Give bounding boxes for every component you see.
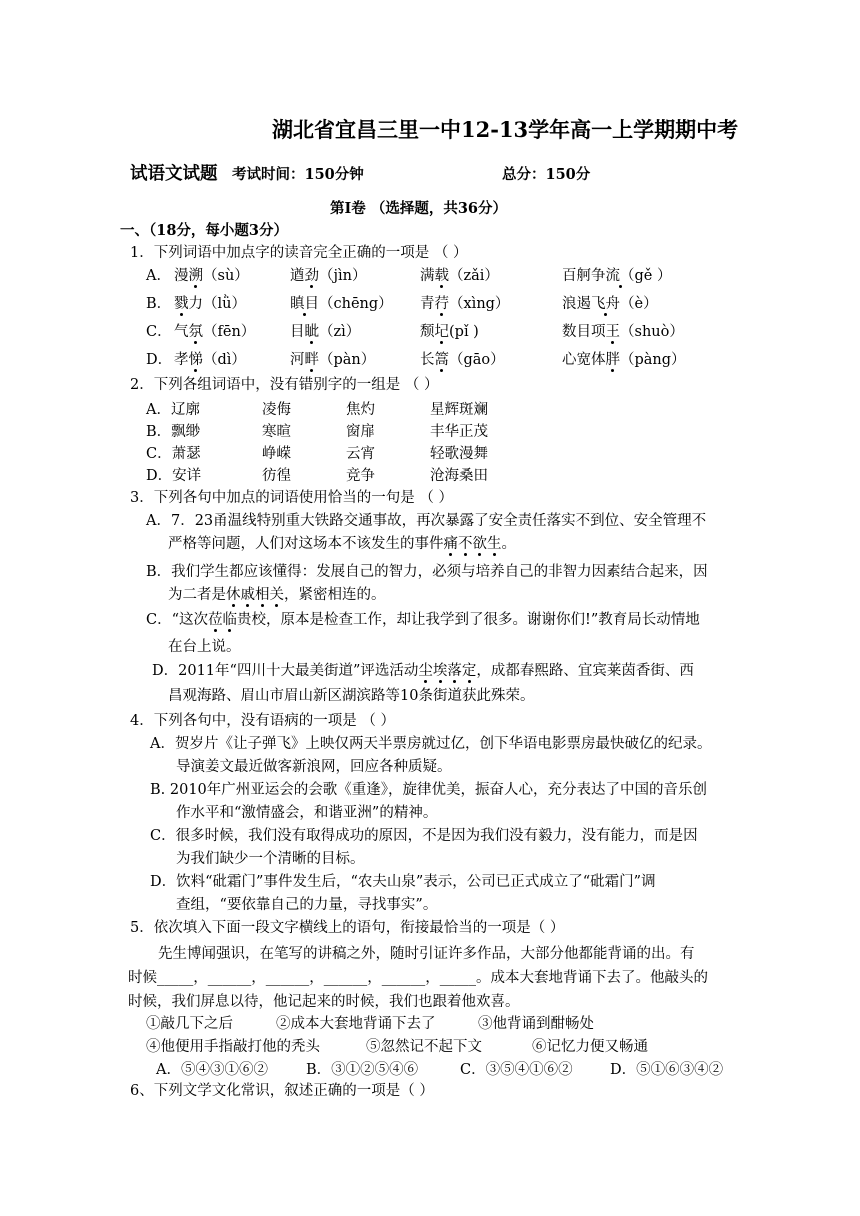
pinyin: 舟（è） (605, 296, 658, 312)
pinyin: 力（lǜ） (188, 296, 246, 312)
q5-sentence-option: ④他便用手指敲打他的秃头 (146, 1039, 320, 1055)
dotted-character: 欲 (472, 536, 487, 552)
q5-sentence-option: ⑥记忆力便又畅通 (532, 1039, 648, 1055)
dotted-character: 畔 (304, 352, 319, 368)
dotted-character: 眦 (304, 324, 319, 340)
q1-option-word (562, 320, 684, 341)
q3-a-text: 严格等问题，人们对这场本不该发生的事件 (168, 536, 444, 552)
pinyin: (pǐ ) (449, 324, 479, 340)
q4-line: 导演姜文最近做客新浪网，回应各种质疑。 (176, 759, 452, 775)
section-header: 第Ⅰ卷 （选择题，共36分） (330, 200, 508, 217)
dotted-character: 关 (269, 587, 284, 603)
q1-option-word (420, 320, 479, 341)
q3-option-c-line1 (146, 610, 700, 630)
dotted-character: 溯 (188, 268, 203, 284)
word-part: 浪遏飞 (562, 296, 606, 312)
dotted-character: 篙 (434, 352, 449, 368)
q1-option-word (174, 264, 249, 285)
q3-option-a-line2 (168, 534, 516, 554)
q5-passage-line: 时候_____，______，______，______，______，_____。成本大套地背诵下去了。他敲头的 (128, 970, 708, 986)
q6-stem: 6、下列文学文化常识，叙述正确的一项是（ ） (130, 1083, 434, 1099)
q5-passage-line: 时候，我们屏息以待，他记起来的时候，我们也跟着他欢喜。 (128, 994, 520, 1010)
q2-option-word: 彷徨 (262, 468, 291, 484)
dotted-character: 载 (434, 268, 449, 284)
q5-sentence-option: ⑤忽然记不起下文 (366, 1039, 482, 1055)
word-part: 满 (420, 268, 435, 284)
q1-option-word (420, 348, 505, 369)
word-part: 气 (174, 324, 189, 340)
q3-option-a-line1: A．7．23甬温线特别重大铁路交通事故，再次暴露了安全责任落实不到位、安全管理不 (146, 513, 707, 529)
q3-a-dotted-word (444, 536, 502, 552)
q1-option-word (174, 292, 246, 313)
dotted-character: 戚 (240, 587, 255, 603)
q1-option-label: B． (146, 296, 172, 312)
q5-answer-option: A．⑤④③①⑥② (156, 1062, 268, 1078)
q2-option-word: 轻歌漫舞 (430, 446, 488, 462)
q1-option-word (562, 292, 658, 313)
q3-d-text: D．2011年“四川十大最美街道”评选活动 (152, 663, 419, 679)
q5-answer-option: D．⑤①⑥③④② (610, 1062, 724, 1078)
document-title: 湖北省宜昌三里一中12-13学年高一上学期期中考 (272, 117, 739, 142)
dotted-character: 生 (487, 536, 502, 552)
q3-d-end: ，成都春熙路、宜宾莱茵香街、西 (476, 663, 694, 679)
q5-stem: 5．依次填入下面一段文字横线上的语句，衔接最恰当的一项是（ ） (130, 920, 565, 936)
dotted-character: 不 (458, 536, 473, 552)
q2-option-word: 沧海桑田 (430, 468, 488, 484)
word-part: 河 (290, 352, 305, 368)
q1-option-label: A． (146, 268, 171, 284)
dotted-character: 埃 (432, 663, 448, 679)
document-subtitle: 试语文试题 (130, 164, 218, 184)
q2-option-label-word: D．安详 (146, 468, 202, 484)
dotted-character: 氛 (188, 324, 203, 340)
q5-answer-option: C．③⑤④①⑥② (460, 1062, 573, 1078)
word-part: 孝 (174, 352, 189, 368)
q3-option-d-line1 (152, 661, 694, 681)
q5-sentence-option: ②成本大套地背诵下去了 (276, 1016, 436, 1032)
q1-option-word (562, 264, 671, 285)
q1-option-word (420, 292, 509, 313)
q3-b-text: 为二者是 (168, 587, 226, 603)
word-part: 遒 (290, 268, 305, 284)
dotted-character: 胖 (605, 352, 620, 368)
dotted-character: 落 (447, 663, 462, 679)
word-part: 瞋 (290, 296, 305, 312)
pinyin: （pàng） (620, 352, 686, 368)
pinyin: （gāo） (449, 352, 505, 368)
q4-line: 查组，“要依靠自己的力量，寻找事实”。 (176, 897, 438, 913)
pinyin: （gě ） (620, 268, 672, 284)
q2-option-word: 竞争 (346, 468, 375, 484)
q3-d-dotted-word (418, 663, 476, 679)
pinyin: 目（chēng） (304, 296, 393, 312)
q2-option-word: 星辉斑斓 (430, 402, 488, 418)
word-part: 漫 (174, 268, 189, 284)
dotted-character: 尘 (418, 663, 433, 679)
q3-c-end: 贵校，原本是检查工作，却让我学到了很多。谢谢你们!”教育局长动情地 (237, 612, 700, 628)
part-one-header: 一、（18分，每小题3分） (120, 222, 289, 239)
q1-option-word (420, 264, 499, 285)
q5-answer-option: B．③①②⑤④⑥ (306, 1062, 419, 1078)
pinyin: （shuò） (620, 324, 684, 340)
q1-option-word (562, 348, 686, 369)
q4-line: C．很多时候，我们没有取得成功的原因，不是因为我们没有毅力，没有能力，而是因 (150, 828, 698, 844)
pinyin: （xìng） (449, 296, 510, 312)
q3-option-b-line1: B．我们学生都应该懂得：发展自己的智力，必须与培养自己的非智力因素结合起来，因 (146, 564, 708, 580)
q5-passage-line: 先生博闻强识，在笔写的讲稿之外，随时引证许多作品，大部分他都能背诵的出。有 (158, 946, 695, 962)
q1-option-word (290, 292, 393, 313)
word-part: 目 (290, 324, 305, 340)
q2-option-label-word: C．萧瑟 (146, 446, 201, 462)
q1-option-word (290, 264, 366, 285)
dotted-character: 圮 (434, 324, 449, 340)
q2-option-word: 丰华正茂 (430, 424, 488, 440)
word-part: 百舸争流 (562, 268, 620, 284)
q5-sentence-option: ③他背诵到酣畅处 (478, 1016, 594, 1032)
word-part: 长 (420, 352, 435, 368)
pinyin: （pàn） (319, 352, 376, 368)
pinyin: （jìn） (319, 268, 367, 284)
q4-stem: 4．下列各句中，没有语病的一项是 （ ） (130, 713, 395, 729)
pinyin: （zǎi） (449, 268, 499, 284)
exam-total-score: 总分：150分 (502, 166, 591, 183)
q3-a-end: 。 (501, 536, 516, 552)
q2-option-word: 寒暄 (262, 424, 291, 440)
word-part: 青 (420, 296, 435, 312)
q1-option-word (174, 320, 255, 341)
q3-option-c-line2: 在台上说。 (168, 639, 241, 655)
dotted-character: 荇 (434, 296, 449, 312)
q1-option-label: D． (146, 352, 173, 368)
q2-option-word: 凌侮 (262, 402, 291, 418)
q4-line: 作水平和“激情盛会，和谐亚洲”的精神。 (176, 805, 438, 821)
q4-line: 为我们缺少一个清晰的目标。 (176, 851, 365, 867)
q1-option-word (290, 348, 375, 369)
dotted-character: 莅 (208, 612, 223, 628)
q3-c-text: C．“这次 (146, 612, 209, 628)
q4-line: A．贺岁片《让子弹飞》上映仅两天半票房就过亿，创下华语电影票房最快破亿的纪录。 (150, 736, 712, 752)
dotted-character: 临 (222, 612, 238, 628)
dotted-character: 定 (461, 663, 477, 679)
q3-b-end: ，紧密相连的。 (284, 587, 386, 603)
dotted-character: 相 (255, 587, 270, 603)
q4-line: D．饮料“砒霜门”事件发生后，“农夫山泉”表示，公司已正式成立了“砒霜门”调 (150, 874, 656, 890)
q2-stem: 2．下列各组词语中，没有错别字的一组是 （ ） (130, 377, 439, 393)
dotted-character: 劲 (304, 268, 319, 284)
dotted-character: 痛 (443, 536, 458, 552)
q1-option-word (290, 320, 360, 341)
pinyin: （sù） (203, 268, 249, 284)
q3-b-dotted-word (226, 587, 284, 603)
q2-option-word: 峥嵘 (262, 446, 291, 462)
pinyin: （dì） (203, 352, 246, 368)
pinyin: （zì） (319, 324, 361, 340)
dotted-character: 戮 (174, 296, 189, 312)
q4-line: B. 2010年广州亚运会的会歌《重逢》，旋律优美，振奋人心，充分表达了中国的音乐创 (150, 782, 708, 798)
q3-option-b-line2 (168, 585, 386, 605)
q1-option-label: C． (146, 324, 172, 340)
dotted-character: 王 (605, 324, 620, 340)
dotted-character: 悌 (188, 352, 203, 368)
word-part: 心宽体 (562, 352, 606, 368)
q1-stem: 1．下列词语中加点字的读音完全正确的一项是 （ ） (130, 245, 468, 261)
q3-option-d-line2: 昌观海路、眉山市眉山新区湖滨路等10条街道获此殊荣。 (168, 688, 535, 704)
exam-time: 考试时间：150分钟 (232, 166, 364, 183)
q3-stem: 3．下列各句中加点的词语使用恰当的一句是 （ ） (130, 490, 453, 506)
word-part: 颓 (420, 324, 435, 340)
pinyin: （fēn） (203, 324, 256, 340)
q2-option-word: 窗扉 (346, 424, 375, 440)
q2-option-label-word: B．飘缈 (146, 424, 201, 440)
q2-option-word: 云宵 (346, 446, 375, 462)
dotted-character: 休 (226, 587, 241, 603)
q2-option-word: 焦灼 (346, 402, 375, 418)
word-part: 数目项 (562, 324, 606, 340)
q1-option-word (174, 348, 246, 369)
q5-sentence-option: ①敲几下之后 (146, 1016, 233, 1032)
q3-c-dotted-word (208, 612, 237, 628)
q2-option-label-word: A．辽廓 (146, 402, 200, 418)
